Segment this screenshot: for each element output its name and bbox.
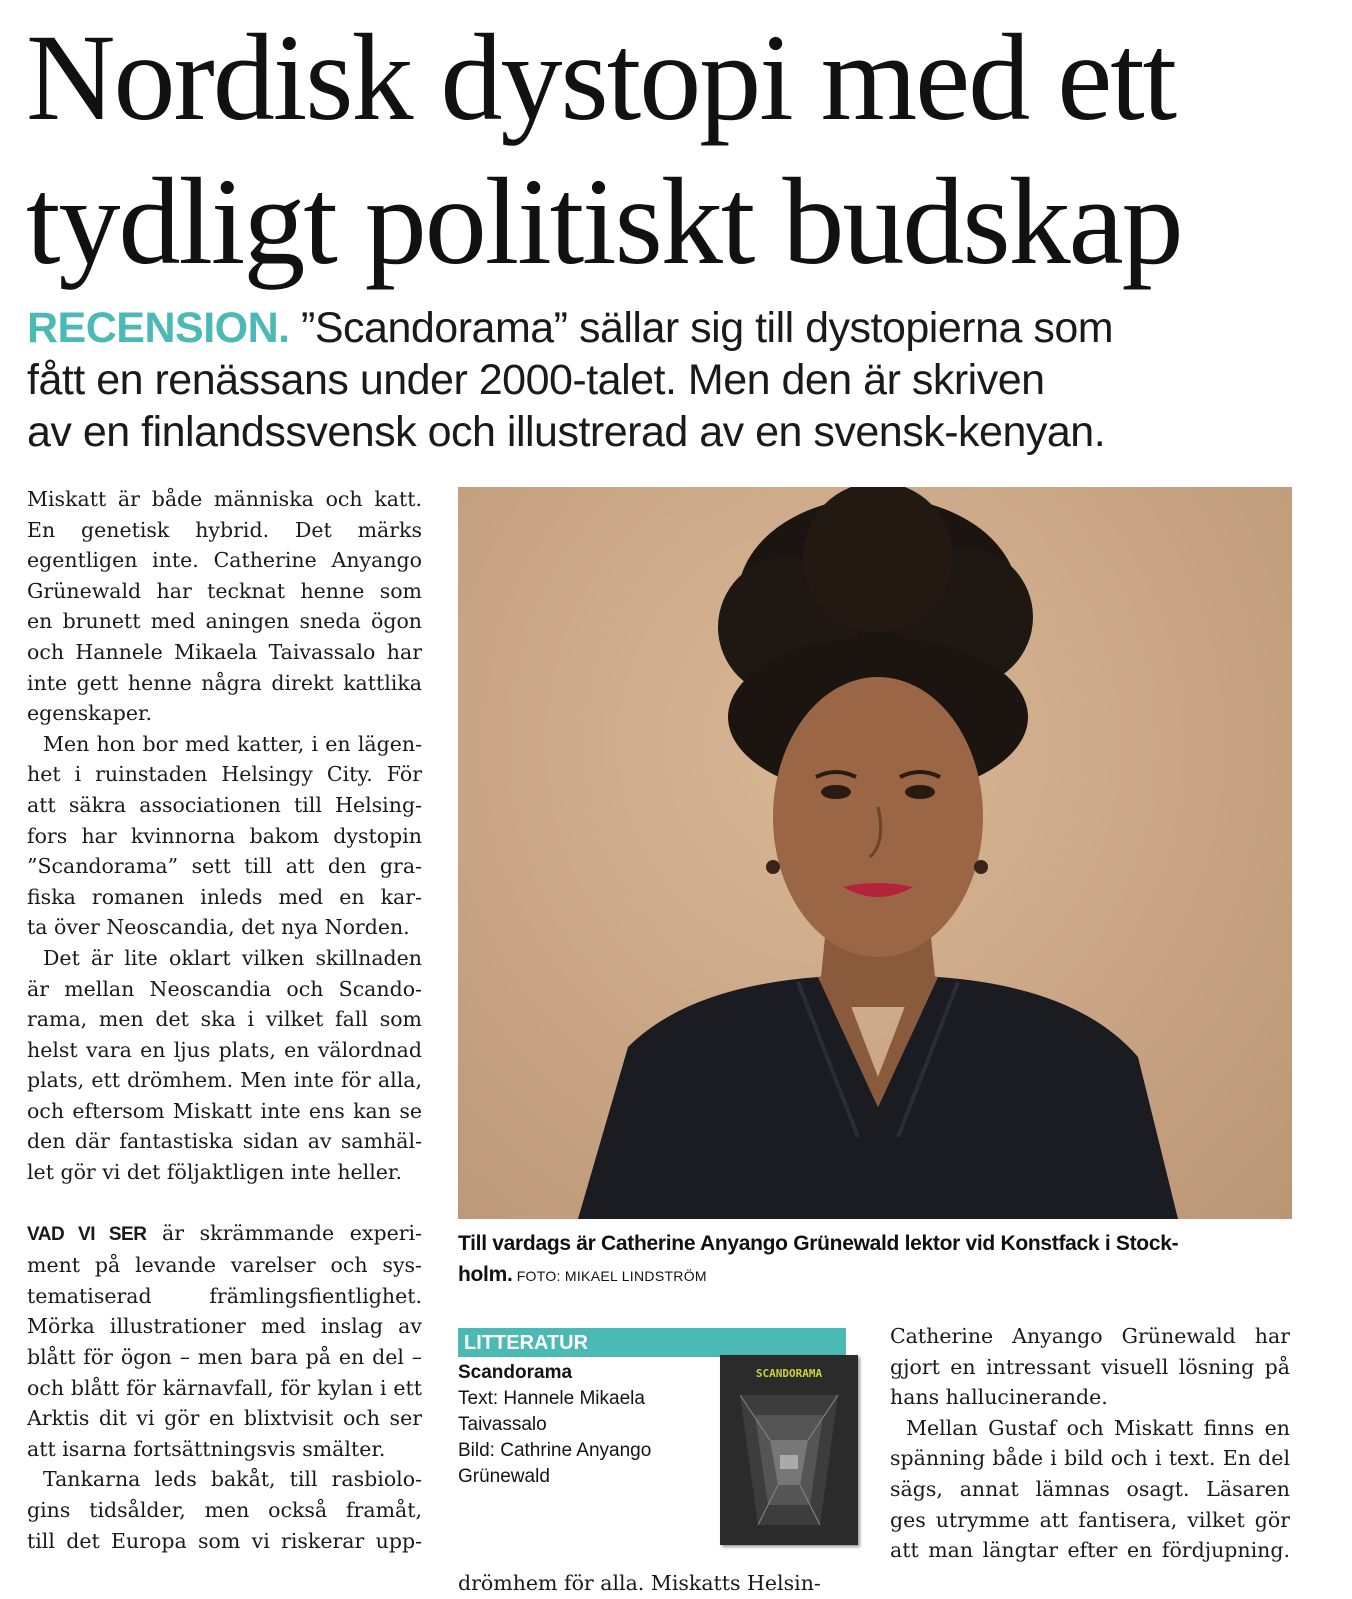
text-line: den där fantastiska sidan av samhäl- (27, 1129, 422, 1154)
text-line: ”Scandorama” sett till att den gra- (27, 854, 422, 879)
text-line: het i ruinstaden Helsingy City. För (27, 762, 422, 787)
text-line: till det Europa som vi riskerar upp- (27, 1528, 422, 1553)
text-line: att isarna fortsättningsvis smälter. (27, 1436, 386, 1461)
text-line: egenskaper. (27, 701, 153, 726)
text-line: spänning både i bild och i text. En del (890, 1446, 1290, 1471)
paragraph-4 (27, 1218, 422, 1465)
text-line: och Hannele Mikaela Taivassalo har (27, 639, 422, 664)
text-line: att man längtar efter en fördjupning. (890, 1538, 1290, 1563)
fact-box-row: Taivassalo (458, 1414, 547, 1435)
text-line: inte gett henne några direkt kattlika (27, 670, 422, 695)
fact-box-row: Bild: Cathrine Anyango (458, 1440, 652, 1461)
text-line: ta över Neoscandia, det nya Norden. (27, 915, 410, 940)
book-cover-title: SCANDORAMA (755, 1367, 823, 1380)
caption-line-2 (458, 1259, 1298, 1292)
text-line: drömhem för alla. Miskatts Helsin- (458, 1571, 821, 1595)
dek-line-2: fått en renässans under 2000-talet. Men den är skriven (27, 356, 1045, 404)
headline-line-1: Nordisk dystopi med ett (26, 9, 1176, 146)
text-line: och eftersom Miskatt inte ens kan se (27, 1098, 422, 1123)
text-line: Arktis dit vi gör en blixtvisit och ser (27, 1406, 422, 1431)
text-line: en brunett med aningen sneda ögon (27, 609, 422, 634)
text-line: och blått för kärnavfall, för kylan i ett (27, 1375, 422, 1400)
text-line: sägs, annat lämnas osagt. Läsaren (890, 1476, 1290, 1501)
text-line: fiska romanen inleds med en kar- (27, 884, 422, 909)
book-cover (720, 1355, 858, 1545)
text-line: ment på levande varelser och sys- (27, 1253, 422, 1278)
paragraph-2 (27, 729, 422, 943)
fact-box-label: LITTERATUR (458, 1328, 846, 1357)
caption-line-1: Till vardags är Catherine Anyango Grünewald lektor vid Konstfack i Stock- (458, 1232, 1179, 1255)
book-cover-art (720, 1355, 858, 1545)
text-line: En genetisk hybrid. Det märks (27, 517, 422, 542)
text-line: Men hon bor med katter, i en lägen- (43, 731, 422, 756)
right-column (890, 1321, 1290, 1566)
paragraph-right-2 (890, 1413, 1290, 1566)
dek-kicker: RECENSION. (27, 304, 290, 352)
headline (26, 6, 1336, 294)
dek-line-3: av en finlandssvensk och illustrerad av en svensk-kenyan. (27, 408, 1106, 456)
text-line: att säkra associationen till Helsing- (27, 792, 422, 817)
text-line: Mörka illustrationer med inslag av (27, 1314, 422, 1339)
text-line: let gör vi det följaktligen inte heller. (27, 1160, 402, 1185)
text-line: Det är lite oklart vilken skillnaden (43, 945, 422, 970)
text-line: Mellan Gustaf och Miskatt finns en (906, 1415, 1290, 1440)
text-line: fors har kvinnorna bakom dystopin (27, 823, 422, 848)
text-line: blått för ögon – men bara på en del – (27, 1345, 422, 1370)
lead-in: VAD VI SER (27, 1223, 147, 1245)
caption-line-2-text: holm. (458, 1263, 513, 1286)
text-line: plats, ett drömhem. Men inte för alla, (27, 1068, 422, 1093)
dek-line-1-text: ”Scandorama” sällar sig till dystopierna som (289, 304, 1114, 352)
fact-box-title: Scandorama (458, 1362, 573, 1383)
fact-box-row: Grünewald (458, 1466, 550, 1487)
paragraph-5 (27, 1464, 422, 1556)
headline-line-2: tydligt politiskt budskap (26, 153, 1182, 290)
photo-credit: FOTO: MIKAEL LINDSTRÖM (512, 1268, 707, 1284)
paragraph-right-1 (890, 1321, 1290, 1413)
text-line: gjort en intressant visuell lösning på (890, 1354, 1290, 1379)
text-line: hans hallucinerande. (890, 1385, 1108, 1410)
text-line: helst vara en ljus plats, en välordnad (27, 1037, 422, 1062)
text-line: tematiserad främlingsfientlighet. (27, 1283, 422, 1308)
fact-box-row: Text: Hannele Mikaela (458, 1388, 645, 1409)
portrait-illustration (458, 487, 1292, 1219)
paragraph-3 (27, 943, 422, 1188)
text-line: egentligen inte. Catherine Anyango (27, 548, 422, 573)
text-line: ges utrymme att fantisera, vilket gör (890, 1507, 1290, 1532)
text-line: Grünewald har tecknat henne som (27, 578, 422, 603)
text-line: gins tidsålder, men också framåt, (27, 1498, 422, 1522)
paragraph-1 (27, 484, 422, 729)
text-line (27, 1218, 422, 1251)
photo-caption (458, 1228, 1298, 1292)
text-line: Tankarna leds bakåt, till rasbiolo- (43, 1467, 422, 1492)
text-line: Catherine Anyango Grünewald har (890, 1324, 1290, 1348)
portrait-photo (458, 487, 1292, 1219)
text-line: rama, men det ska i vilket fall som (27, 1007, 422, 1032)
lead-in-continuation: är skrämmande experi- (146, 1220, 422, 1245)
dek-line-1 (27, 302, 1327, 354)
text-line: är mellan Neoscandia och Scando- (27, 976, 422, 1001)
text-line: Miskatt är både människa och katt. (27, 487, 422, 511)
dek (27, 302, 1327, 458)
mid-column (458, 1568, 878, 1599)
left-column (27, 484, 422, 1556)
